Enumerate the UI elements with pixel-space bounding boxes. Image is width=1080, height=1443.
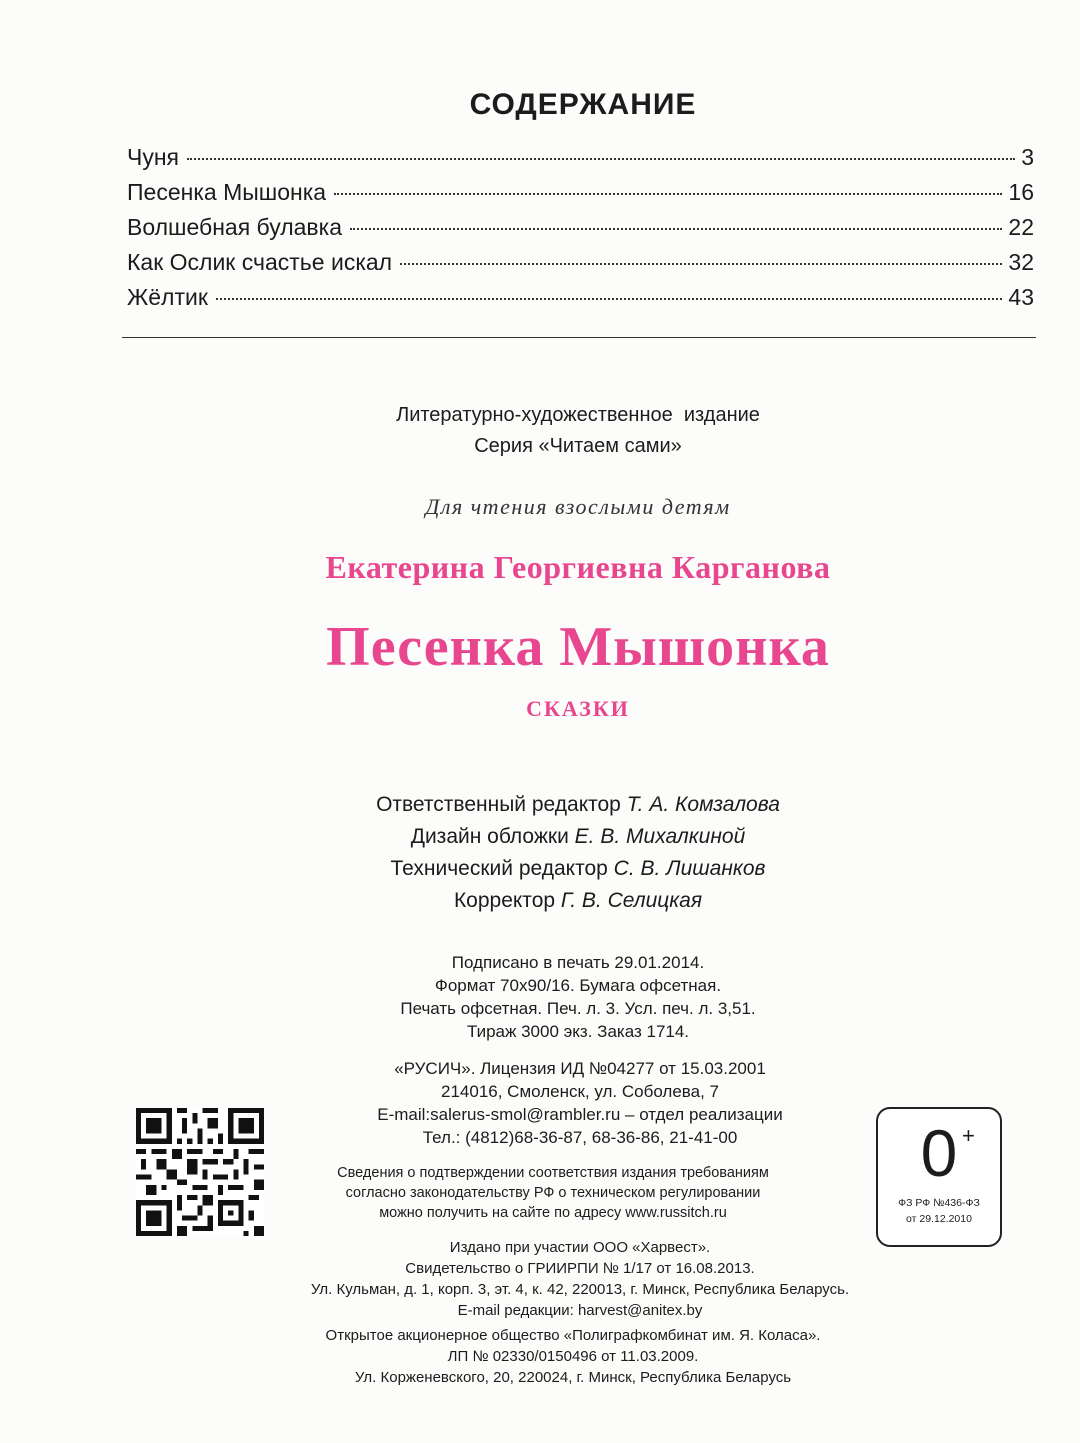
- toc-entry[interactable]: [127, 249, 1034, 284]
- toc-entry[interactable]: [127, 214, 1034, 249]
- toc-leader-dots: [187, 158, 1015, 160]
- staff-person: С. В. Лишанков: [613, 857, 766, 880]
- co-publisher-line: Свидетельство о ГРИИРПИ № 1/17 от 16.08.2013.: [405, 1260, 755, 1277]
- toc-entry-page: 3: [1021, 144, 1034, 170]
- co-publisher-info: [0, 1237, 1080, 1321]
- toc-entry-page: 22: [1008, 214, 1034, 240]
- printer-line: Ул. Корженевского, 20, 220024, г. Минск, Республика Беларусь: [354, 1369, 792, 1386]
- toc-leader-dots: [216, 298, 1003, 300]
- author-name: Екатерина Георгиевна Карганова: [325, 549, 831, 585]
- toc-entry-label: Как Ослик счастье искал: [127, 249, 393, 275]
- toc-entry-label: Чуня: [127, 144, 179, 170]
- toc-entry[interactable]: [127, 179, 1034, 214]
- toc-entry-page: 16: [1008, 179, 1034, 205]
- certification-line[interactable]: можно получить на сайте по адресу www.russitch.ru: [379, 1205, 727, 1221]
- toc-entry-label: Жёлтик: [127, 284, 208, 310]
- divider: [122, 337, 1036, 338]
- staff-role: Корректор: [453, 889, 556, 912]
- age-rating-law-number: ФЗ РФ №436-ФЗ: [898, 1197, 980, 1209]
- staff-role: Дизайн обложки: [410, 825, 569, 848]
- staff-credit: [0, 821, 1080, 853]
- staff-credits: [0, 789, 1080, 917]
- staff-credit: [0, 789, 1080, 821]
- co-publisher-line: Издано при участии ООО «Харвест».: [449, 1239, 711, 1256]
- print-line: Печать офсетная. Печ. л. 3. Усл. печ. л. 3,51.: [400, 999, 756, 1018]
- table-of-contents: [127, 144, 1034, 319]
- publication-type: Литературно-художественное издание: [396, 404, 760, 426]
- staff-person: Г. В. Селицкая: [560, 889, 703, 912]
- co-publisher-line: Ул. Кульман, д. 1, корп. 3, эт. 4, к. 42, 220013, г. Минск, Республика Беларусь.: [310, 1281, 850, 1298]
- print-line: Подписано в печать 29.01.2014.: [451, 953, 705, 972]
- toc-title: СОДЕРЖАНИЕ: [469, 88, 697, 121]
- toc-entry-label: Песенка Мышонка: [127, 179, 327, 205]
- age-rating-law: [878, 1195, 1000, 1227]
- printer-info: [0, 1325, 1080, 1388]
- staff-role: Технический редактор: [390, 857, 608, 880]
- age-rating-badge: [876, 1107, 1002, 1247]
- toc-leader-dots: [350, 228, 1002, 230]
- toc-entry[interactable]: [127, 144, 1034, 179]
- publisher-email[interactable]: E-mail:salerus-smol@rambler.ru – отдел реализации: [377, 1105, 783, 1124]
- publisher-line: «РУСИЧ». Лицензия ИД №04277 от 15.03.2001: [394, 1059, 766, 1078]
- printer-line: ЛП № 02330/0150496 от 11.03.2009.: [447, 1348, 699, 1365]
- certification-line: Сведения о подтверждении соответствия издания требованиям: [337, 1165, 769, 1181]
- age-rating-value: 0: [920, 1116, 958, 1190]
- toc-leader-dots: [334, 193, 1002, 195]
- print-details: [0, 951, 1080, 1043]
- toc-leader-dots: [400, 263, 1002, 265]
- toc-entry[interactable]: [127, 284, 1034, 319]
- staff-credit: [0, 885, 1080, 917]
- co-publisher-email[interactable]: E-mail редакции: harvest@anitex.by: [457, 1302, 703, 1319]
- publisher-line: 214016, Смоленск, ул. Соболева, 7: [441, 1082, 719, 1101]
- publisher-phone: Тел.: (4812)68-36-87, 68-36-86, 21-41-00: [422, 1128, 738, 1147]
- readers-note: Для чтения взослыми детям: [425, 494, 731, 519]
- print-line: Тираж 3000 экз. Заказ 1714.: [466, 1022, 690, 1041]
- toc-entry-page: 32: [1008, 249, 1034, 275]
- age-rating-law-date: от 29.12.2010: [906, 1213, 972, 1225]
- print-line: Формат 70х90/16. Бумага офсетная.: [434, 976, 722, 995]
- staff-person: Т. А. Комзалова: [626, 793, 780, 816]
- series-name: Серия «Читаем сами»: [474, 435, 682, 457]
- toc-entry-label: Волшебная булавка: [127, 214, 342, 240]
- staff-role: Ответственный редактор: [376, 793, 621, 816]
- book-title: Песенка Мышонка: [326, 616, 830, 678]
- staff-person: Е. В. Михалкиной: [574, 825, 746, 848]
- publication-info: [0, 400, 1080, 462]
- staff-credit: [0, 853, 1080, 885]
- certification-line: согласно законодательству РФ о техническом регулировании: [345, 1185, 761, 1201]
- printer-line: Открытое акционерное общество «Полиграфкомбинат им. Я. Коласа».: [325, 1327, 821, 1344]
- genre: СКАЗКИ: [526, 696, 630, 721]
- age-rating-plus: +: [962, 1123, 975, 1148]
- toc-entry-page: 43: [1008, 284, 1034, 310]
